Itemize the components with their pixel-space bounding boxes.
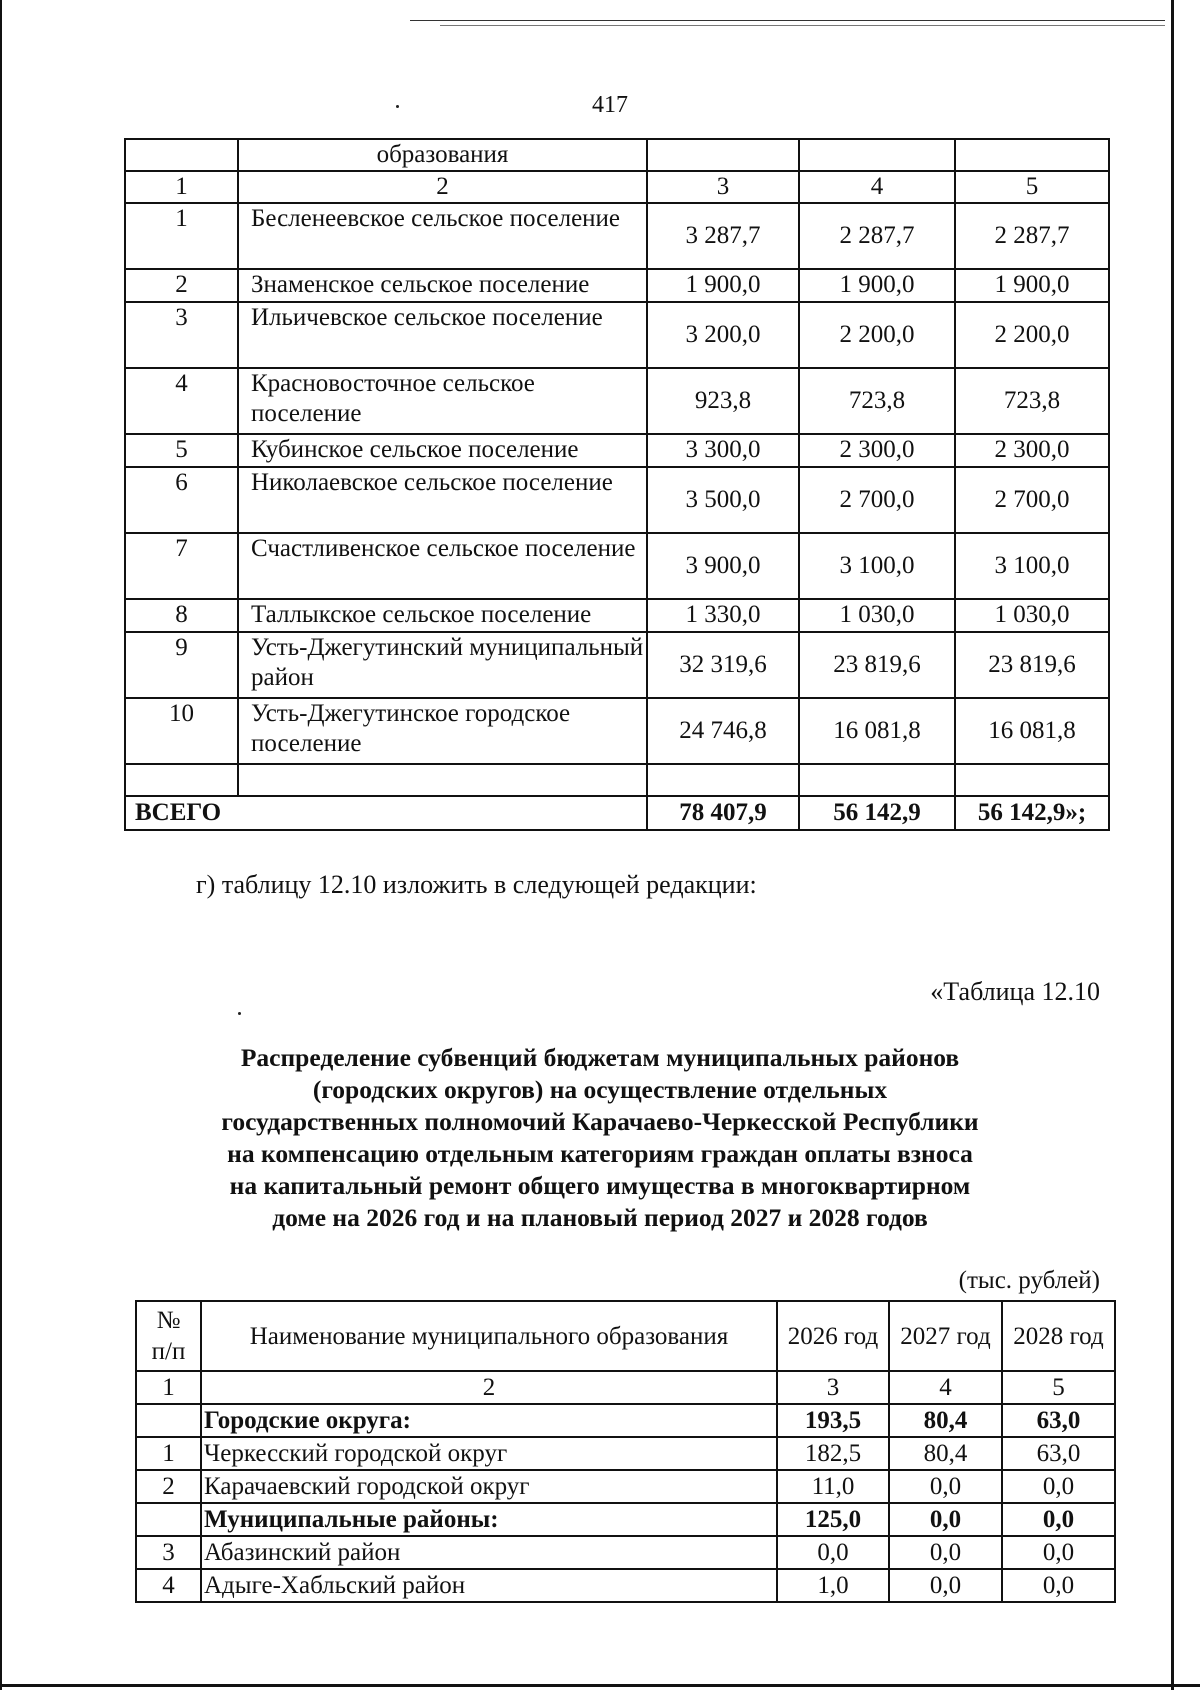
- value-2027: 723,8: [799, 368, 955, 434]
- row-number: 1: [136, 1437, 201, 1470]
- value-2028: 723,8: [955, 368, 1109, 434]
- table-row: [125, 698, 1109, 764]
- municipality-name: Абазинский район: [201, 1536, 777, 1569]
- heading-line: на капитальный ремонт общего имущества в многоквартирном: [229, 1171, 971, 1200]
- group-row-municipal-districts: [136, 1503, 1115, 1536]
- heading-line: доме на 2026 год и на плановый период 2027 и 2028 годов: [272, 1203, 928, 1232]
- municipality-name: Усть-Джегутинский муниципальный район: [238, 632, 647, 698]
- value-2026: 24 746,8: [647, 698, 799, 764]
- subventions-table: [135, 1300, 1116, 1603]
- row-number: 7: [125, 533, 238, 599]
- row-number: [136, 1404, 201, 1437]
- column-header-name-continued: образования: [238, 139, 647, 171]
- heading-line: государственных полномочий Карачаево-Черкесской Республики: [221, 1107, 979, 1136]
- scan-top-rule-faint: [440, 25, 1165, 26]
- page-number: 417: [592, 92, 628, 118]
- value-2026: 193,5: [777, 1404, 889, 1437]
- municipality-name: Адыге-Хабльский район: [201, 1569, 777, 1602]
- value-2026: 125,0: [777, 1503, 889, 1536]
- row-number: 2: [125, 269, 238, 302]
- value-2027: 23 819,6: [799, 632, 955, 698]
- heading-line: на компенсацию отдельным категориям граждан оплаты взноса: [227, 1139, 973, 1168]
- row-number: 4: [125, 368, 238, 434]
- instruction-text: г) таблицу 12.10 изложить в следующей редакции:: [196, 870, 757, 899]
- heading-line: (городских округов) на осуществление отдельных: [312, 1075, 888, 1104]
- scan-border-left: [0, 0, 2, 1690]
- value-2028: 0,0: [1002, 1470, 1115, 1503]
- municipality-name: Усть-Джегутинское городское поселение: [238, 698, 647, 764]
- value-2027: 16 081,8: [799, 698, 955, 764]
- column-number: 5: [955, 171, 1109, 203]
- scan-border-bottom: [0, 1684, 1200, 1687]
- municipality-name: Бесленеевское сельское поселение: [238, 203, 647, 269]
- header-row: [136, 1301, 1115, 1371]
- value-2028: 0,0: [1002, 1536, 1115, 1569]
- value-2028: 2 700,0: [955, 467, 1109, 533]
- row-number: 4: [136, 1569, 201, 1602]
- total-row: [125, 796, 1109, 830]
- value-2027: 2 287,7: [799, 203, 955, 269]
- heading-line: Распределение субвенций бюджетам муниципальных районов: [240, 1043, 960, 1072]
- value-2028: 1 030,0: [955, 599, 1109, 632]
- row-number: 1: [125, 203, 238, 269]
- header-num-line2: п/п: [151, 1338, 186, 1365]
- table-row: [125, 269, 1109, 302]
- value-2026: 1 900,0: [647, 269, 799, 302]
- value-2026: 3 500,0: [647, 467, 799, 533]
- column-number: 2: [201, 1371, 777, 1404]
- row-number: 8: [125, 599, 238, 632]
- table-label: «Таблица 12.10: [930, 977, 1100, 1006]
- units-note: (тыс. рублей): [958, 1267, 1100, 1294]
- table-row: [125, 368, 1109, 434]
- total-2027: 56 142,9: [799, 796, 955, 830]
- value-2026: 3 200,0: [647, 302, 799, 368]
- row-number: 9: [125, 632, 238, 698]
- value-2027: 0,0: [889, 1536, 1002, 1569]
- value-2027: 2 700,0: [799, 467, 955, 533]
- value-2028: 63,0: [1002, 1437, 1115, 1470]
- column-number: 3: [647, 171, 799, 203]
- table-row: [136, 1437, 1115, 1470]
- table-row: [125, 467, 1109, 533]
- column-numbers-row: [125, 171, 1109, 203]
- value-2028: 3 100,0: [955, 533, 1109, 599]
- row-number: 6: [125, 467, 238, 533]
- scan-border-right: [1171, 0, 1174, 1690]
- total-2028: 56 142,9»;: [955, 796, 1109, 830]
- municipality-name: Счастливенское сельское поселение: [238, 533, 647, 599]
- table-row: [125, 434, 1109, 467]
- column-number: 1: [125, 171, 238, 203]
- value-2026: 923,8: [647, 368, 799, 434]
- value-2026: 3 287,7: [647, 203, 799, 269]
- value-2026: 32 319,6: [647, 632, 799, 698]
- column-number: 3: [777, 1371, 889, 1404]
- column-number: 1: [136, 1371, 201, 1404]
- municipality-name: Николаевское сельское поселение: [238, 467, 647, 533]
- header-2028: 2028 год: [1002, 1301, 1115, 1371]
- value-2027: 1 030,0: [799, 599, 955, 632]
- empty-row: [125, 764, 1109, 796]
- value-2026: 1 330,0: [647, 599, 799, 632]
- municipality-name: Знаменское сельское поселение: [238, 269, 647, 302]
- value-2026: 0,0: [777, 1536, 889, 1569]
- header-row-number: [136, 1301, 201, 1371]
- row-number: 10: [125, 698, 238, 764]
- table-row: [125, 139, 1109, 171]
- value-2028: 2 287,7: [955, 203, 1109, 269]
- row-number: [136, 1503, 201, 1536]
- total-label: ВСЕГО: [125, 796, 647, 830]
- value-2028: 63,0: [1002, 1404, 1115, 1437]
- table-row: [136, 1569, 1115, 1602]
- value-2026: 11,0: [777, 1470, 889, 1503]
- municipality-name: Ильичевское сельское поселение: [238, 302, 647, 368]
- value-2028: 16 081,8: [955, 698, 1109, 764]
- value-2027: 1 900,0: [799, 269, 955, 302]
- column-numbers-row: [136, 1371, 1115, 1404]
- row-number: 3: [125, 302, 238, 368]
- row-number: 3: [136, 1536, 201, 1569]
- header-municipality: Наименование муниципального образования: [201, 1301, 777, 1371]
- column-number: 4: [889, 1371, 1002, 1404]
- value-2026: 1,0: [777, 1569, 889, 1602]
- value-2028: 2 300,0: [955, 434, 1109, 467]
- value-2027: 3 100,0: [799, 533, 955, 599]
- table-row: [125, 632, 1109, 698]
- value-2028: 0,0: [1002, 1503, 1115, 1536]
- municipality-name: Черкесский городской округ: [201, 1437, 777, 1470]
- table-row: [125, 302, 1109, 368]
- group-row-city-districts: [136, 1404, 1115, 1437]
- value-2026: 182,5: [777, 1437, 889, 1470]
- scan-top-rule: [410, 20, 1165, 21]
- value-2028: 0,0: [1002, 1569, 1115, 1602]
- value-2026: 3 300,0: [647, 434, 799, 467]
- table-row: [136, 1536, 1115, 1569]
- value-2027: 2 300,0: [799, 434, 955, 467]
- value-2027: 80,4: [889, 1404, 1002, 1437]
- value-2027: 0,0: [889, 1569, 1002, 1602]
- table-row: [136, 1470, 1115, 1503]
- header-2026: 2026 год: [777, 1301, 889, 1371]
- column-number: 5: [1002, 1371, 1115, 1404]
- value-2027: 2 200,0: [799, 302, 955, 368]
- municipality-name: Таллыкское сельское поселение: [238, 599, 647, 632]
- value-2028: 2 200,0: [955, 302, 1109, 368]
- column-number: 2: [238, 171, 647, 203]
- value-2027: 0,0: [889, 1503, 1002, 1536]
- value-2026: 3 900,0: [647, 533, 799, 599]
- municipality-name: Карачаевский городской округ: [201, 1470, 777, 1503]
- table-heading: [180, 1042, 1020, 1234]
- column-number: 4: [799, 171, 955, 203]
- scan-speck: [238, 1012, 241, 1015]
- row-number: 5: [125, 434, 238, 467]
- municipality-name: Городские округа:: [201, 1404, 777, 1437]
- header-2027: 2027 год: [889, 1301, 1002, 1371]
- table-row: [125, 203, 1109, 269]
- municipality-name: Кубинское сельское поселение: [238, 434, 647, 467]
- value-2027: 80,4: [889, 1437, 1002, 1470]
- value-2028: 1 900,0: [955, 269, 1109, 302]
- value-2028: 23 819,6: [955, 632, 1109, 698]
- value-2027: 0,0: [889, 1470, 1002, 1503]
- header-num-line1: №: [156, 1307, 181, 1334]
- municipality-name: Красновосточное сельское поселение: [238, 368, 647, 434]
- scan-speck: [396, 105, 399, 108]
- table-row: [125, 533, 1109, 599]
- allocation-table-continued: [124, 138, 1110, 831]
- table-row: [125, 599, 1109, 632]
- total-2026: 78 407,9: [647, 796, 799, 830]
- row-number: 2: [136, 1470, 201, 1503]
- municipality-name: Муниципальные районы:: [201, 1503, 777, 1536]
